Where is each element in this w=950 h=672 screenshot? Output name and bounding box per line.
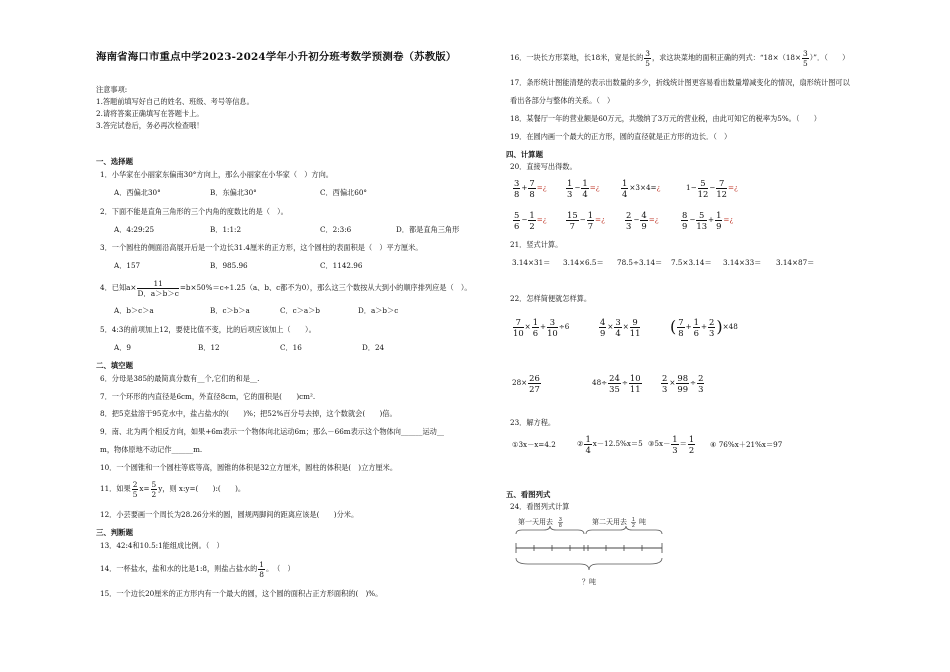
fraction: $\frac{3}{5}$ (645, 48, 650, 68)
question-17: 17．条形统计图能清楚的表示出数量的多少，折线统计图更容易看出数量增减变化的情况，扇形统计图可以 (510, 78, 850, 87)
day2-unit: 吨 (639, 519, 646, 526)
question-23: 23．解方程。 (510, 418, 556, 427)
calc-item: $\frac{8}{9}$ − $\frac{5}{13}$ + $\frac{1}{9}$ =¿ (682, 209, 734, 231)
option-c: C．c＞a＞b (280, 306, 320, 315)
option-c: C．16 (280, 343, 302, 352)
section-heading: 一、选择题 (96, 157, 133, 166)
option-a: A．西偏北30° (114, 188, 161, 197)
question-19: 19．在圆内画一个最大的正方形，圆的直径就是正方形的边长．（ ） (510, 132, 732, 141)
fraction: $\frac{1}{8}$ (259, 559, 264, 579)
calc-item: 3.14×87＝ (776, 258, 815, 267)
option-a: A．157 (114, 261, 141, 270)
calc-item: 48÷ $\frac{24}{35}$ ÷ $\frac{10}{11}$ (592, 372, 641, 394)
question-18: 18．某餐厅一年的营业额是60万元，共缴纳了3万元的营业税，由此可知它的税率为5%。（ ） (510, 114, 821, 123)
option-d: D．都是直角三角形 (396, 225, 460, 234)
question-13: 13．42:4和10.5:1能组成比例。（ ） (100, 541, 224, 550)
question-6: 6．分母是385的最简真分数有__个,它们的和是__. (100, 374, 260, 383)
day1-denominator: 8 (559, 523, 562, 529)
calc-item: $\frac{2}{3}$ − $\frac{4}{9}$ =¿ (626, 209, 659, 231)
day1-numerator: 3 (559, 517, 562, 523)
question-16: 16．一块长方形菜地，长18米，宽是长的 $\frac{3}{5}$ ，求这块菜地的面积正确的列式：“18×（18× $\frac{3}{5}$ ）”．（ ） (510, 48, 850, 68)
question-14: 14．一杯盐水，盐和水的比是1:8，则盐占盐水的 $\frac{1}{8}$ 。 （ ） (100, 559, 295, 579)
question-2: 2．下面不能是直角三角形的三个内角的度数比的是（ ）。 (100, 207, 288, 216)
option-a: A．b＞c＞a (114, 306, 154, 315)
calc-item: $\frac{1}{4}$ ×3×4=¿ (622, 177, 661, 199)
total-question: ？吨 (582, 579, 596, 586)
question-8: 8．把5克盐溶于95克水中，盐占盐水的( )%；把52%百分号去掉，这个数就会( )倍。 (100, 409, 397, 418)
calc-item: 28× $\frac{26}{27}$ (512, 372, 540, 394)
question-9-cont: m，物体原地不动记作______m. (100, 445, 203, 454)
equation-item: ①3x－x=4.2 (512, 440, 556, 449)
option-b: B．1:1:2 (210, 225, 242, 234)
question-4: 4．已知a× $\frac{11}{D.a>b>c}$ =b×50%＝c÷1.25（a、b、c都不为0），那么这三个数按从大到小的顺序排列应是（ ）。 (100, 278, 472, 298)
calc-item: $\frac{7}{10}$ × $\frac{1}{6}$ + $\frac{3}{10}$ ÷6 (513, 316, 570, 338)
option-b: B．985.96 (210, 261, 248, 270)
equation-item: ② $\frac{1}{4}$ x－12.5%x＝5 (577, 433, 643, 455)
day2-numerator: 1 (632, 517, 635, 523)
page-title: 海南省海口市重点中学2023-2024学年小升初分班考数学预测卷（苏教版） (96, 51, 457, 63)
option-c: C．2:3:6 (320, 225, 352, 234)
option-b: B．12 (198, 343, 220, 352)
calc-item: 78.5÷3.14＝ (617, 258, 663, 267)
section-heading: 三、判断题 (96, 528, 133, 537)
day1-label: 第一天用去 (518, 519, 553, 526)
question-22: 22．怎样简便就怎样算。 (510, 294, 592, 303)
option-b: B．c＞b＞a (210, 306, 250, 315)
fraction: $\frac{11}{D.a>b>c}$ (137, 278, 179, 298)
day2-denominator: 2 (632, 523, 635, 529)
day2-label: 第二天用去 (592, 519, 627, 526)
brace-day1 (516, 526, 584, 534)
question-1: 1．小华家在小丽家东偏南30°方向上，那么小丽家在小华家（ ）方向。 (100, 170, 333, 179)
brace-total (516, 558, 662, 570)
question-7: 7．一个环形的内直径是6cm，外直径8cm，它的面积是( )cm². (100, 392, 316, 401)
option-d: D．24 (362, 343, 385, 352)
calc-item: $\frac{1}{3}$ − $\frac{1}{4}$ =¿ (567, 177, 600, 199)
section-heading: 四、计算题 (506, 150, 543, 159)
calc-item: $\frac{4}{9}$ × $\frac{3}{4}$ × $\frac{9}{11}$ (600, 316, 641, 338)
calc-item: $\frac{5}{6}$ − $\frac{1}{2}$ =¿ (514, 209, 547, 231)
question-5: 5．4:3的前项加上12，要使比值不变，比的后项应该加上（ ）。 (100, 325, 316, 334)
option-b: B．东偏北30° (210, 188, 257, 197)
section-heading: 五、看图列式 (506, 490, 551, 499)
calc-item: $\frac{2}{3}$ × $\frac{98}{99}$ ÷ $\frac{2}{3}$ (662, 372, 704, 394)
segment-diagram (508, 514, 676, 592)
question-24: 24．看图列式计算 (510, 502, 570, 511)
fraction: $\frac{2}{5}$ (132, 479, 138, 499)
option-d: D．a＞b＞c (358, 306, 399, 315)
option-a: A．9 (114, 343, 131, 352)
question-9: 9．南、北为两个相反方向，如果+6m表示一个物体向北运动6m；那么－66m表示这个物体向______运动__ (100, 427, 445, 436)
question-17-cont: 看出各部分与整体的关系。（ ） (510, 96, 615, 105)
calc-item: 7.5×3.14＝ (671, 258, 712, 267)
question-21: 21．竖式计算。 (510, 240, 563, 249)
calc-item: $\frac{3}{8}$ + $\frac{7}{8}$ =¿ (514, 177, 547, 199)
option-c: C．西偏北60° (320, 188, 367, 197)
option-a: A．4:29:25 (114, 225, 155, 234)
brace-day2 (586, 526, 662, 534)
calc-item: 3.14×6.5＝ (563, 258, 604, 267)
section-heading: 二、填空题 (96, 361, 133, 370)
note-item: 2.请将答案正确填写在答题卡上。 (96, 109, 204, 118)
calc-item: $\frac{15}{7}$ − $\frac{1}{7}$ =¿ (567, 209, 605, 231)
notes-heading: 注意事项: (96, 85, 128, 94)
question-12: 12．小芸要画一个周长为28.26分米的圆，圆规两脚间的距离应该是( )分米。 (100, 510, 359, 519)
note-item: 1.答题前填写好自己的姓名、班级、考号等信息。 (96, 97, 254, 106)
fraction: $\frac{3}{5}$ (803, 48, 808, 68)
question-15: 15．一个边长20厘米的正方形内有一个最大的圆，这个圆的面积占正方形面积的( )%。 (100, 589, 383, 598)
equation-item: ③5x－ $\frac{1}{3}$ ＝ $\frac{1}{2}$ (648, 433, 695, 455)
calc-item: 1− $\frac{5}{12}$ − $\frac{7}{12}$ =¿ (686, 177, 738, 199)
equation-item: ④ 76%x＋21%x＝97 (710, 440, 783, 449)
question-11: 11．如果 $\frac{2}{5}$ x= $\frac{5}{2}$ y，则 x:y=( ):( )。 (100, 479, 246, 499)
question-20: 20．直接写出得数。 (510, 162, 577, 171)
note-item: 3.答完试卷后，务必再次检查哦！ (96, 121, 204, 130)
calc-item: 3.14×31＝ (512, 258, 551, 267)
calc-item: 3.14×33＝ (723, 258, 762, 267)
question-3: 3．一个圆柱的侧面沿高展开后是一个边长31.4厘米的正方形，这个圆柱的表面积是（ ）平方厘米。 (100, 243, 423, 252)
question-10: 10．一个圆锥和一个圆柱等底等高，圆锥的体积是32立方厘米，圆柱的体积是( )立方厘米。 (100, 463, 398, 472)
calc-item: ( $\frac{7}{8}$ + $\frac{1}{6}$ + $\frac{2}{3}$ )×48 (670, 316, 738, 338)
option-c: C．1142.96 (320, 261, 363, 270)
fraction: $\frac{5}{2}$ (151, 479, 157, 499)
